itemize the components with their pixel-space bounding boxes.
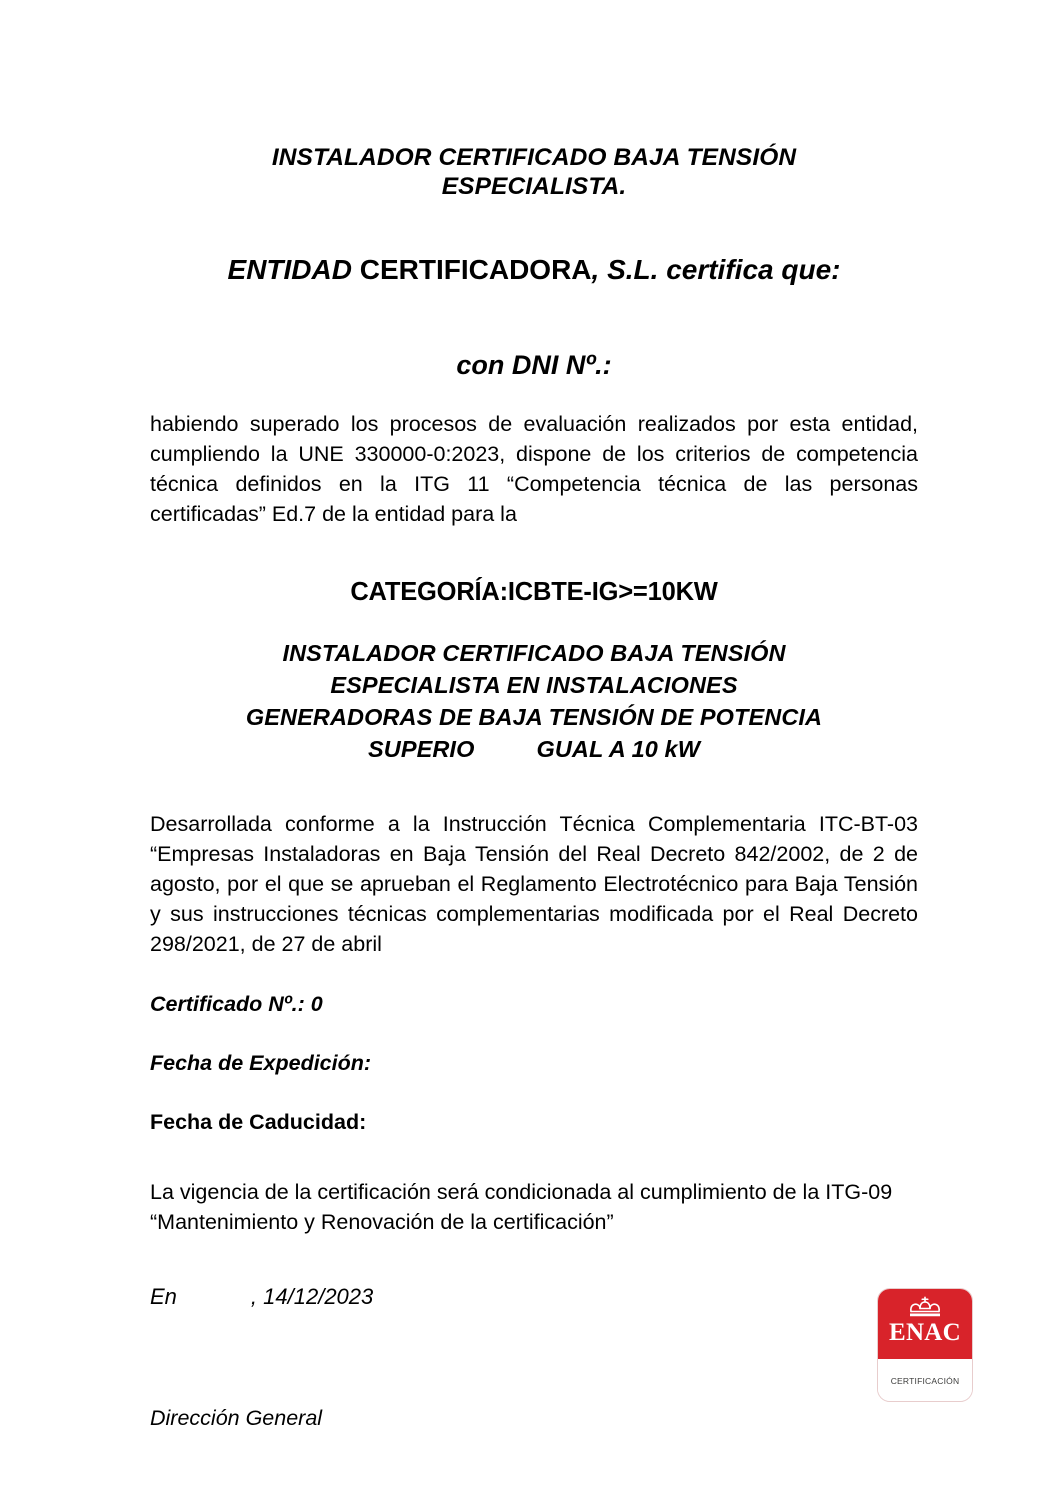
validity-paragraph: La vigencia de la certificación será condicionada al cumplimiento de la ITG-09 “Mantenimiento y Renovación de la certificación”: [150, 1180, 893, 1234]
enac-logo-subtitle: CERTIFICACIÓN: [890, 1375, 960, 1386]
issue-date-field: Fecha de Expedición:: [150, 1051, 372, 1075]
enac-wordmark: ENAC: [888, 1319, 962, 1346]
issuing-entity-line: [150, 201, 918, 287]
certificate-content: [150, 0, 918, 1432]
intro-paragraph: habiendo superado los procesos de evaluación realizados por esta entidad, cumpliendo la UNE 330000-0:2023, dispone de los criterios de competencia técnica definidos en la ITG 11 “Competencia técnica de las personas certificadas” Ed.7 de la entidad para la: [150, 412, 918, 526]
category-description-line-4a: SUPERIO: [367, 736, 475, 762]
category-description-line-3: GENERADORAS DE BAJA TENSIÓN DE POTENCIA: [245, 704, 823, 730]
issuing-entity-tail: , S.L. certifica que:: [591, 254, 841, 285]
issue-date-value: , 14/12/2023: [250, 1284, 374, 1309]
place-prefix: En: [150, 1284, 177, 1309]
regulation-paragraph: Desarrollada conforme a la Instrucción Técnica Complementaria ITC-BT-03 “Empresas Instaladoras en Baja Tensión del Real Decreto 842/2002, de 2 de agosto, por el que se aprueban el Reglamento Electrotécnico para Baja Tensión y sus instrucciones técnicas complementarias modificada por el Real Decreto 298/2021, de 27 de abril: [150, 812, 918, 956]
enac-accreditation-logo: [877, 1288, 973, 1402]
crown-icon: [904, 1295, 946, 1319]
page-title: [150, 0, 918, 201]
page-title-line-2: ESPECIALISTA.: [441, 173, 627, 200]
issuing-entity-name-italic: ENTIDAD: [227, 254, 352, 285]
page-title-line-1: INSTALADOR CERTIFICADO BAJA TENSIÓN: [271, 144, 797, 171]
issuing-entity-name-upright: CERTIFICADORA: [351, 254, 592, 285]
category-description-line-4b: GUAL A 10 kW: [536, 736, 701, 762]
category-heading: CATEGORÍA:ICBTE-IG>=10KW: [350, 578, 718, 606]
signature-label: Dirección General: [150, 1406, 323, 1430]
enac-logo-top: [878, 1289, 972, 1359]
dni-label: con DNI Nº.:: [456, 350, 612, 380]
enac-logo-bottom: [878, 1359, 972, 1402]
category-description-line-2: ESPECIALISTA EN INSTALACIONES: [330, 672, 738, 698]
expiry-date-field: Fecha de Caducidad:: [150, 1110, 367, 1134]
place-and-date-line: [150, 1237, 918, 1311]
certificate-number-field: Certificado Nº.: 0: [150, 992, 323, 1016]
category-description: [150, 608, 918, 765]
category-description-line-1: INSTALADOR CERTIFICADO BAJA TENSIÓN: [282, 640, 786, 666]
